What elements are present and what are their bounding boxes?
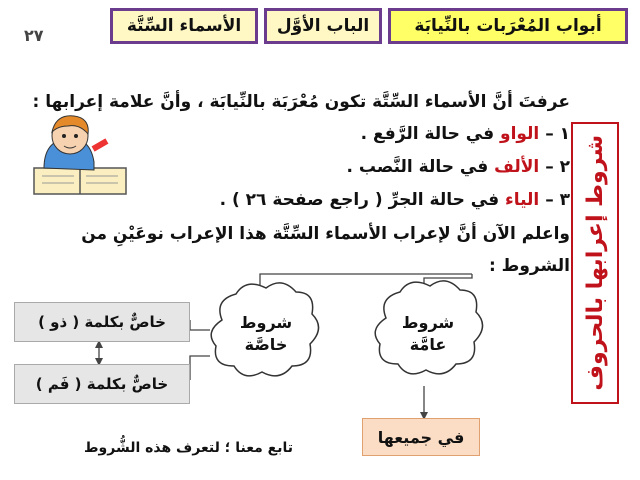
cloud-line: شروط: [401, 313, 455, 332]
intro-line: عرفتَ أنَّ الأسماء السِّتَّة تكون مُعْرَبَة بالنِّيابَة ، وأنَّ علامة إعرابها :: [32, 92, 570, 112]
item-keyword: الواو: [500, 124, 540, 144]
topic-tab: الأسماء السِّتَّة: [110, 8, 258, 44]
side-title: شروط إعرابها بالحروف: [582, 135, 608, 391]
page-number: ٢٧: [24, 26, 44, 45]
item-text: في حالة الجرِّ ( راجع صفحة ٢٦ ) .: [219, 190, 506, 210]
item-number: ١ –: [545, 124, 570, 144]
in-all-box: في جميعها: [362, 418, 480, 456]
cloud-line: عامَّة: [409, 335, 447, 354]
footer-note: تابع معنا ؛ لتعرف هذه الشُّروط: [84, 440, 294, 456]
cloud-line: خاصَّة: [244, 335, 288, 354]
specific-fam-box: خاصٌّ بكلمة ( فَم ): [14, 364, 190, 404]
general-conditions-cloud: [388, 312, 468, 356]
item-text: في حالة النَّصب .: [346, 157, 495, 177]
conditions-label: الشروط :: [488, 256, 570, 276]
cloud-line: شروط: [239, 313, 293, 332]
item-text: في حالة الرَّفع .: [360, 124, 500, 144]
conditions-line: واعلم الآن أنَّ لإعراب الأسماء السِّتَّة هذا الإعراب نوعَيْنِ من: [81, 224, 570, 244]
item-number: ٣ –: [545, 190, 570, 210]
item-number: ٢ –: [545, 157, 570, 177]
specific-dhu-box: خاصٌّ بكلمة ( ذو ): [14, 302, 190, 342]
chapter-tab: الباب الأوَّل: [264, 8, 382, 44]
lesson-section-tab: أبواب المُعْرَبات بالنِّيابَة: [388, 8, 628, 44]
item-keyword: الياء: [505, 190, 540, 210]
special-conditions-cloud: [226, 312, 306, 356]
item-keyword: الألف: [494, 157, 540, 177]
